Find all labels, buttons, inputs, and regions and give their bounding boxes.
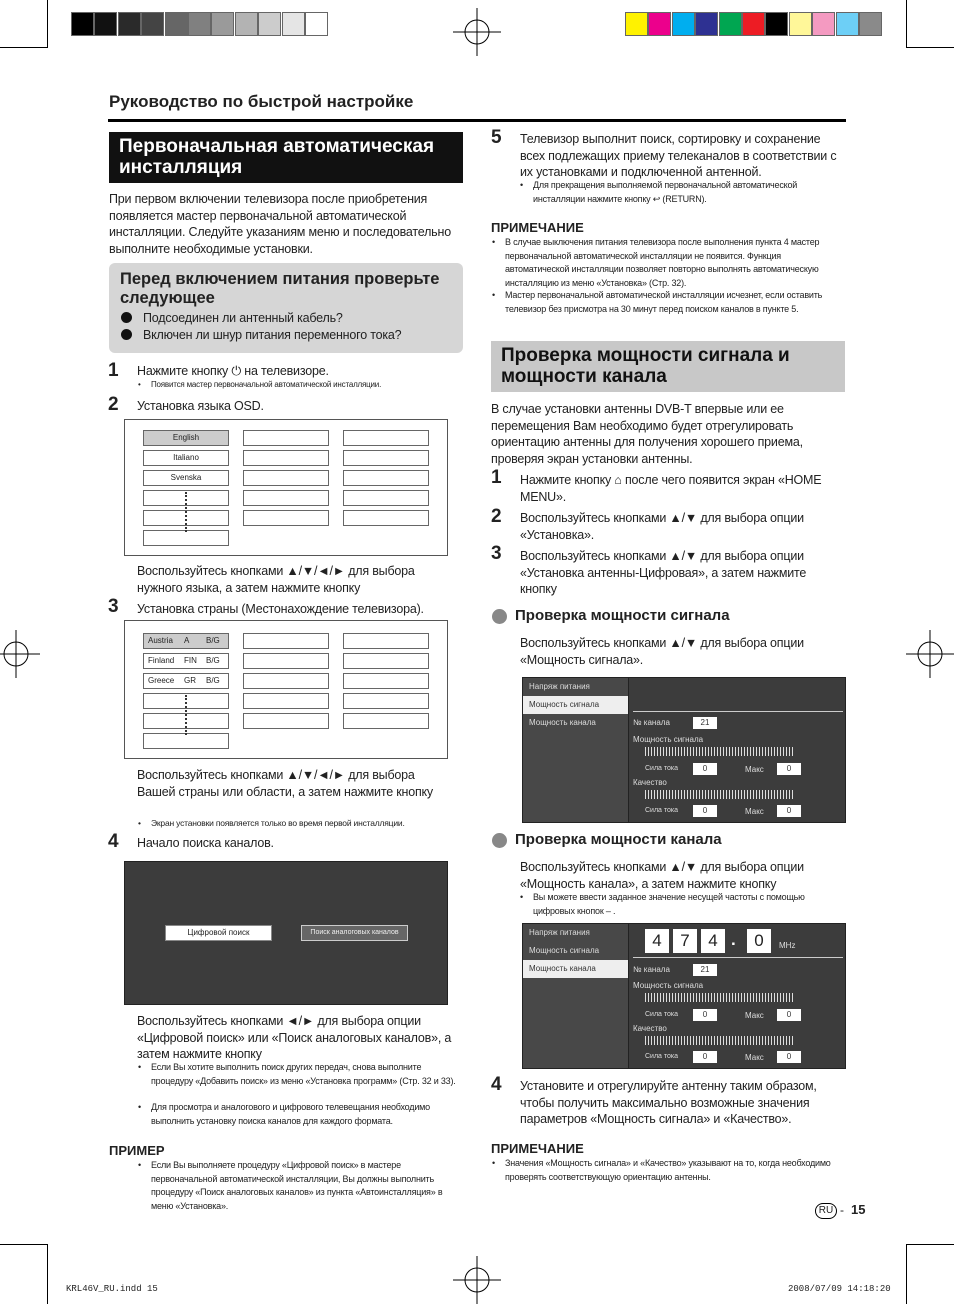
empty-cell (343, 430, 429, 446)
check-title: Перед включением питания проверьте следующее (120, 270, 440, 307)
max-value: 0 (777, 805, 801, 817)
language-option[interactable]: English (143, 430, 229, 446)
quality-meter (645, 790, 793, 799)
language-badge: RU (815, 1203, 837, 1219)
frequency-digit[interactable]: 7 (673, 929, 697, 953)
crop-mark (0, 47, 48, 48)
country-screen (124, 620, 448, 759)
frequency-digit[interactable]: 4 (701, 929, 725, 953)
bullet-icon (121, 329, 132, 340)
signal-meter (645, 993, 793, 1002)
step-text: Телевизор выполнит поиск, сортировку и сохранение всех подлежащих приему телеканалов в соответствии с их установками и подключенной антенной. (520, 132, 837, 179)
note-heading: ПРИМЕЧАНИЕ (491, 1141, 584, 1156)
crop-mark (906, 0, 907, 48)
example-note: • Если Вы выполняете процедуру «Цифровой поиск» в мастере первоначальной автоматической инсталляции, Вы должны выполнить процедуру «Поиск аналоговых каналов» из пункта «Автоинсталляция» в меню «Установка». (151, 1159, 443, 1213)
empty-cell (243, 693, 329, 709)
registration-mark (453, 1256, 501, 1304)
country-system: B/G (206, 656, 220, 665)
max-value: 0 (777, 763, 801, 775)
step-number: 4 (108, 831, 119, 852)
current-value: 0 (693, 805, 717, 817)
step-number: 3 (491, 543, 502, 564)
color-swatch (648, 12, 671, 36)
more-dots (185, 695, 187, 735)
crop-mark (906, 1244, 954, 1245)
signal-screen (522, 677, 846, 823)
color-swatch (71, 12, 94, 36)
country-option[interactable] (143, 633, 229, 649)
menu-item[interactable]: Напряж питания (529, 682, 590, 691)
section-title-signal-check: Проверка мощности сигнала и мощности канала (491, 341, 845, 392)
subsection-title: Проверка мощности сигнала (515, 607, 730, 624)
digital-search-button[interactable]: Цифровой поиск (165, 925, 272, 941)
country-name: Greece (148, 676, 175, 685)
current-value: 0 (693, 763, 717, 775)
menu-item[interactable]: Мощность канала (523, 960, 628, 978)
color-swatch (719, 12, 742, 36)
step-text: Воспользуйтесь кнопками ▲/▼ для выбора опции «Установка». (520, 511, 804, 542)
registration-mark (906, 630, 954, 678)
step-number: 1 (491, 467, 502, 488)
step-number: 4 (491, 1074, 502, 1095)
country-name: Austria (148, 636, 173, 645)
quality-meter (645, 1036, 793, 1045)
timestamp: 2008/07/09 14:18:20 (788, 1284, 891, 1294)
empty-cell (343, 470, 429, 486)
step-note: • Экран установки появляется только во время первой инсталляции. (151, 817, 405, 831)
empty-cell (243, 633, 329, 649)
color-swatch (282, 12, 305, 36)
empty-cell (243, 430, 329, 446)
language-option[interactable]: Svenska (143, 470, 229, 486)
empty-cell (243, 673, 329, 689)
empty-cell (243, 510, 329, 526)
decimal-point: . (731, 930, 736, 949)
color-swatch (625, 12, 648, 36)
step-text: Воспользуйтесь кнопками ▲/▼/◄/► для выбора Вашей страны или области, а затем нажмите кнопку (137, 768, 433, 799)
step-number: 2 (108, 394, 119, 415)
power-label: Мощность сигнала (633, 981, 704, 990)
color-swatch (859, 12, 882, 36)
color-swatch (695, 12, 718, 36)
intro-text: В случае установки антенны DVB-T впервые или ее перемещения Вам необходимо будет отрегулировать ориентацию антенны для получения хорошего приема, проверяя экран установки антенны. (491, 402, 803, 466)
color-swatch (165, 12, 188, 36)
country-system: B/G (206, 676, 220, 685)
menu-item[interactable]: Мощность канала (529, 718, 596, 727)
step-text: Нажмите кнопку ⏻ на телевизоре. (137, 364, 329, 378)
language-screen (124, 419, 448, 556)
check-item: Включен ли шнур питания переменного тока? (143, 328, 402, 342)
power-label: Мощность сигнала (633, 735, 704, 744)
empty-cell (243, 470, 329, 486)
color-swatch (235, 12, 258, 36)
search-screen (124, 861, 448, 1005)
divider (633, 711, 843, 712)
analog-search-button[interactable]: Поиск аналоговых каналов (301, 925, 408, 941)
country-code: FIN (184, 656, 197, 665)
channel-value: 21 (693, 964, 717, 976)
channel-screen (522, 923, 846, 1069)
language-option[interactable] (143, 530, 229, 546)
divider (633, 957, 843, 958)
bullet-icon (121, 312, 132, 323)
step-number: 5 (491, 127, 502, 148)
bullet-icon (492, 609, 507, 624)
current-label: Сила тока (645, 765, 679, 772)
max-value: 0 (777, 1009, 801, 1021)
channel-label: № канала (633, 965, 670, 974)
crop-mark (906, 1244, 907, 1304)
color-swatch (789, 12, 812, 36)
frequency-digit[interactable]: 0 (747, 929, 771, 953)
step-note: • Для просмотра и аналогового и цифрового телевещания необходимо выполнить установку поиска каналов для каждого формата. (151, 1101, 464, 1128)
check-item: Подсоединен ли антенный кабель? (143, 311, 343, 325)
empty-cell (343, 510, 429, 526)
country-code: GR (184, 676, 196, 685)
frequency-digit[interactable]: 4 (645, 929, 669, 953)
empty-cell (343, 673, 429, 689)
color-swatch (305, 12, 328, 36)
signal-meter (645, 747, 793, 756)
menu-item[interactable]: Мощность сигнала (523, 696, 628, 714)
quality-label: Качество (633, 1024, 667, 1033)
step-text: Воспользуйтесь кнопками ▲/▼ для выбора опции «Мощность канала», а затем нажмите кнопку (520, 860, 804, 891)
intro-text: При первом включении телевизора после приобретения появляется мастер первоначальной автоматической инсталляции. Следуйте указаниям меню и последовательно выполните необходимые установки. (109, 192, 451, 256)
bullet-icon (492, 833, 507, 848)
country-system: B/G (206, 636, 220, 645)
more-dots (185, 492, 187, 532)
note-heading: ПРИМЕЧАНИЕ (491, 220, 584, 235)
quality-label: Качество (633, 778, 667, 787)
page-dash: - (840, 1203, 844, 1217)
color-swatch (211, 12, 234, 36)
step-text: Установка страны (Местонахождение телевизора). (137, 602, 424, 616)
country-option[interactable] (143, 673, 229, 689)
note-item: • В случае выключения питания телевизора после выполнения пункта 4 мастер первоначальной автоматической инсталляции не появится. Функция автоматической инсталляции позволяет повторно выполнять автоматическую инсталляцию из меню «Установка» (Стр. 32). (505, 236, 840, 290)
color-swatch (742, 12, 765, 36)
subsection-title: Проверка мощности канала (515, 831, 722, 848)
color-swatch (836, 12, 859, 36)
step-text: Воспользуйтесь кнопками ▲/▼ для выбора опции «Установка антенны-Цифровая», а затем нажмите кнопку (520, 549, 807, 596)
registration-mark (0, 630, 40, 678)
color-swatch (672, 12, 695, 36)
file-info: KRL46V_RU.indd 15 (66, 1284, 158, 1294)
max-label: Макс (745, 1011, 764, 1020)
step-number: 3 (108, 596, 119, 617)
color-swatch (765, 12, 788, 36)
page-number: 15 (851, 1202, 866, 1217)
crop-mark (906, 47, 954, 48)
empty-cell (343, 713, 429, 729)
note-item: • Значения «Мощность сигнала» и «Качество» указывают на то, когда необходимо проверять соответствующую ориентацию антенны. (505, 1157, 840, 1184)
empty-cell (343, 490, 429, 506)
empty-cell (243, 653, 329, 669)
step-text: Воспользуйтесь кнопками ▲/▼ для выбора опции «Мощность сигнала». (520, 636, 804, 667)
color-swatch (118, 12, 141, 36)
channel-label: № канала (633, 718, 670, 727)
color-swatch (188, 12, 211, 36)
menu-item[interactable]: Мощность сигнала (529, 946, 600, 955)
note-item: • Мастер первоначальной автоматической инсталляции исчезнет, если оставить телевизор без присмотра на 30 минут перед поиском каналов в пункте 5. (505, 289, 840, 316)
step-note: • Для прекращения выполняемой первоначальной автоматической инсталляции нажмите кнопку ↩ (RETURN). (533, 179, 838, 206)
empty-cell (243, 713, 329, 729)
country-code: A (184, 636, 190, 645)
crop-mark (47, 0, 48, 48)
step-number: 1 (108, 360, 119, 381)
page-header-title: Руководство по быстрой настройке (109, 92, 414, 111)
country-name: Finland (148, 656, 175, 665)
color-swatch (258, 12, 281, 36)
max-label: Макс (745, 807, 764, 816)
empty-cell (343, 633, 429, 649)
step-note: • Появится мастер первоначальной автоматической инсталляции. (151, 378, 381, 392)
step-number: 2 (491, 506, 502, 527)
color-swatch (141, 12, 164, 36)
current-value: 0 (693, 1051, 717, 1063)
step-note: • Если Вы хотите выполнить поиск других передач, снова выполните процедуру «Добавить поиск» из меню «Установка программ» (Стр. 32 и 33). (151, 1061, 464, 1088)
step-note: • Вы можете ввести заданное значение несущей частоты с помощью цифровых кнопок – . (533, 891, 838, 918)
current-value: 0 (693, 1009, 717, 1021)
mhz-label: MHz (779, 941, 796, 950)
max-label: Макс (745, 1053, 764, 1062)
step-text: Начало поиска каналов. (137, 836, 274, 850)
step-text: Установите и отрегулируйте антенну таким образом, чтобы получить максимально возможные значения параметров «Мощность сигнала» и «Качество». (520, 1079, 817, 1126)
section-title-initial-install: Первоначальная автоматическая инсталляция (109, 132, 463, 183)
current-label: Сила тока (645, 807, 679, 814)
current-label: Сила тока (645, 1053, 679, 1060)
step-text: Установка языка OSD. (137, 399, 264, 413)
empty-cell (243, 450, 329, 466)
country-option[interactable] (143, 733, 229, 749)
channel-value: 21 (693, 717, 717, 729)
empty-cell (343, 693, 429, 709)
color-swatch (94, 12, 117, 36)
header-rule (108, 119, 846, 122)
menu-item[interactable]: Напряж питания (529, 928, 590, 937)
empty-cell (343, 653, 429, 669)
max-value: 0 (777, 1051, 801, 1063)
example-heading: ПРИМЕР (109, 1143, 165, 1158)
country-option[interactable] (143, 653, 229, 669)
registration-mark (453, 8, 501, 56)
crop-mark (47, 1244, 48, 1304)
step-text: Нажмите кнопку ⌂ после чего появится экран «HOME MENU». (520, 473, 822, 504)
max-label: Макс (745, 765, 764, 774)
language-option[interactable]: Italiano (143, 450, 229, 466)
step-text: Воспользуйтесь кнопками ▲/▼/◄/► для выбора нужного языка, а затем нажмите кнопку (137, 564, 415, 595)
step-text: Воспользуйтесь кнопками ◄/► для выбора опции «Цифровой поиск» или «Поиск аналоговых каналов», а затем нажмите кнопку (137, 1014, 452, 1061)
current-label: Сила тока (645, 1011, 679, 1018)
empty-cell (343, 450, 429, 466)
crop-mark (0, 1244, 48, 1245)
empty-cell (243, 490, 329, 506)
color-swatch (812, 12, 835, 36)
